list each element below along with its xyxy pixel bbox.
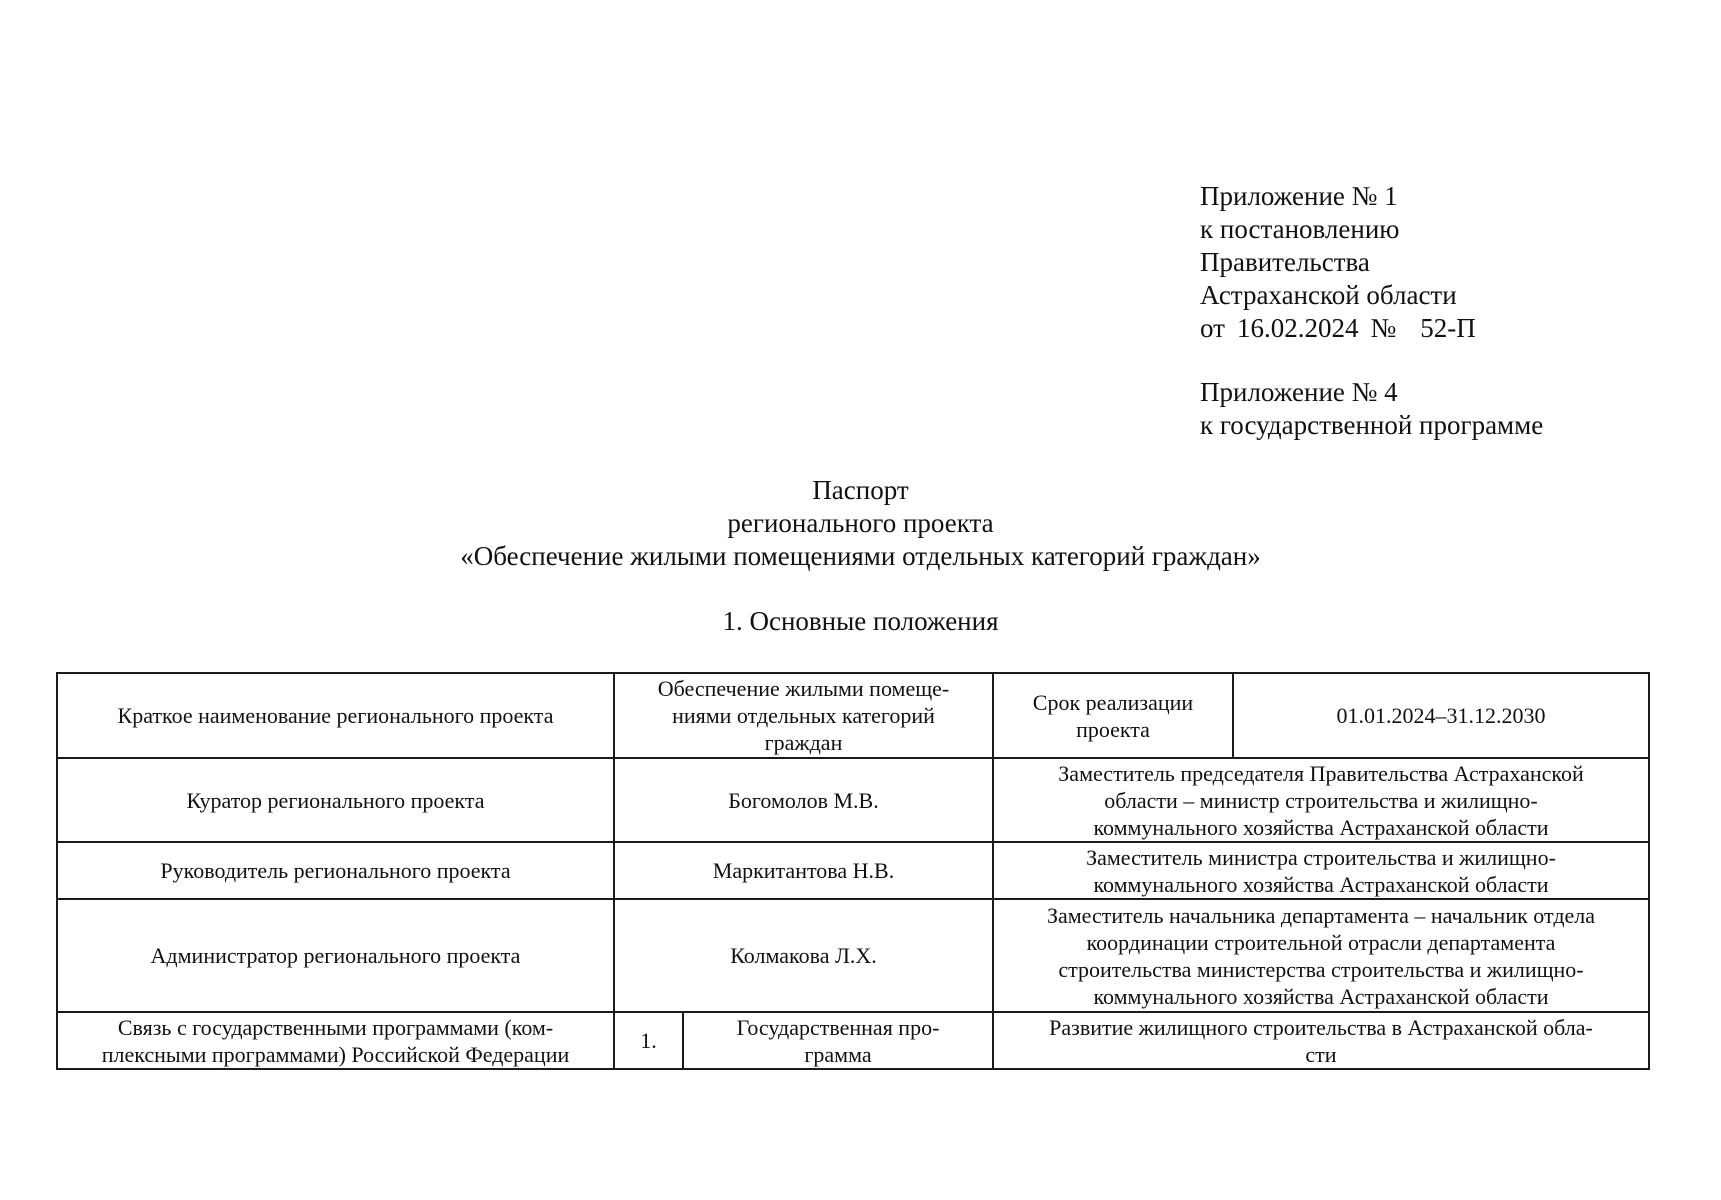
table-row-short-name: [57, 673, 1649, 758]
term-value: 01.01.2024–31.12.2030: [1233, 673, 1649, 758]
curator-name: Богомолов М.В.: [614, 758, 993, 842]
table-row-head: [57, 842, 1649, 899]
head-name: Маркитантова Н.В.: [614, 842, 993, 899]
title-project-kind: регионального проекта: [727, 508, 994, 538]
head-label: Руководитель регионального проекта: [57, 842, 614, 899]
administrator-position: Заместитель начальника департамента – начальник отдела координации строительной отрасли департамента строительства министерства строительства и жилищно- коммунального хозяйства Астраханской области: [993, 899, 1649, 1012]
section-title: 1. Основные положения: [722, 606, 999, 636]
curator-label: Куратор регионального проекта: [57, 758, 614, 842]
title-project-name: «Обеспечение жилыми помещениями отдельных категорий граждан»: [460, 541, 1261, 571]
curator-position: Заместитель председателя Правительства Астраханской области – министр строительства и жилищно- коммунального хозяйства Астраханской области: [993, 758, 1649, 842]
table-row-program-links: [57, 1012, 1649, 1069]
program-links-label: Связь с государственными программами (ком- плексными программами) Российской Федерации: [57, 1012, 614, 1069]
appendix-1-resolution: к постановлению: [1200, 214, 1400, 244]
appendix-1-title: Приложение № 1: [1200, 181, 1398, 211]
number-sign: №: [1370, 313, 1397, 343]
program-links-number: 1.: [614, 1012, 683, 1069]
table-row-curator: [57, 758, 1649, 842]
administrator-name: Колмакова Л.Х.: [614, 899, 993, 1012]
resolution-date: 16.02.2024: [1236, 313, 1359, 343]
administrator-label: Администратор регионального проекта: [57, 899, 614, 1012]
appendix-1-government: Правительства: [1200, 247, 1370, 277]
short-name-value: Обеспечение жилыми помеще- ниями отдельных категорий граждан: [614, 673, 993, 758]
appendix-1-block: [1200, 180, 1476, 345]
short-name-label: Краткое наименование регионального проекта: [57, 673, 614, 758]
appendix-1-region: Астраханской области: [1200, 280, 1457, 310]
passport-table: [56, 672, 1650, 1070]
program-links-type: Государственная про- грамма: [683, 1012, 993, 1069]
document-title: [0, 474, 1721, 573]
head-position: Заместитель министра строительства и жилищно- коммунального хозяйства Астраханской области: [993, 842, 1649, 899]
appendix-4-program: к государственной программе: [1200, 410, 1544, 440]
appendix-4-block: [1200, 376, 1543, 442]
date-prefix: от: [1200, 313, 1225, 343]
title-passport: Паспорт: [812, 475, 909, 505]
appendix-1-date-line: [1200, 312, 1476, 345]
appendix-4-title: Приложение № 4: [1200, 377, 1398, 407]
resolution-number: 52-П: [1420, 313, 1476, 343]
program-links-name: Развитие жилищного строительства в Астраханской обла- сти: [993, 1012, 1649, 1069]
table-row-administrator: [57, 899, 1649, 1012]
term-label: Срок реализации проекта: [993, 673, 1233, 758]
